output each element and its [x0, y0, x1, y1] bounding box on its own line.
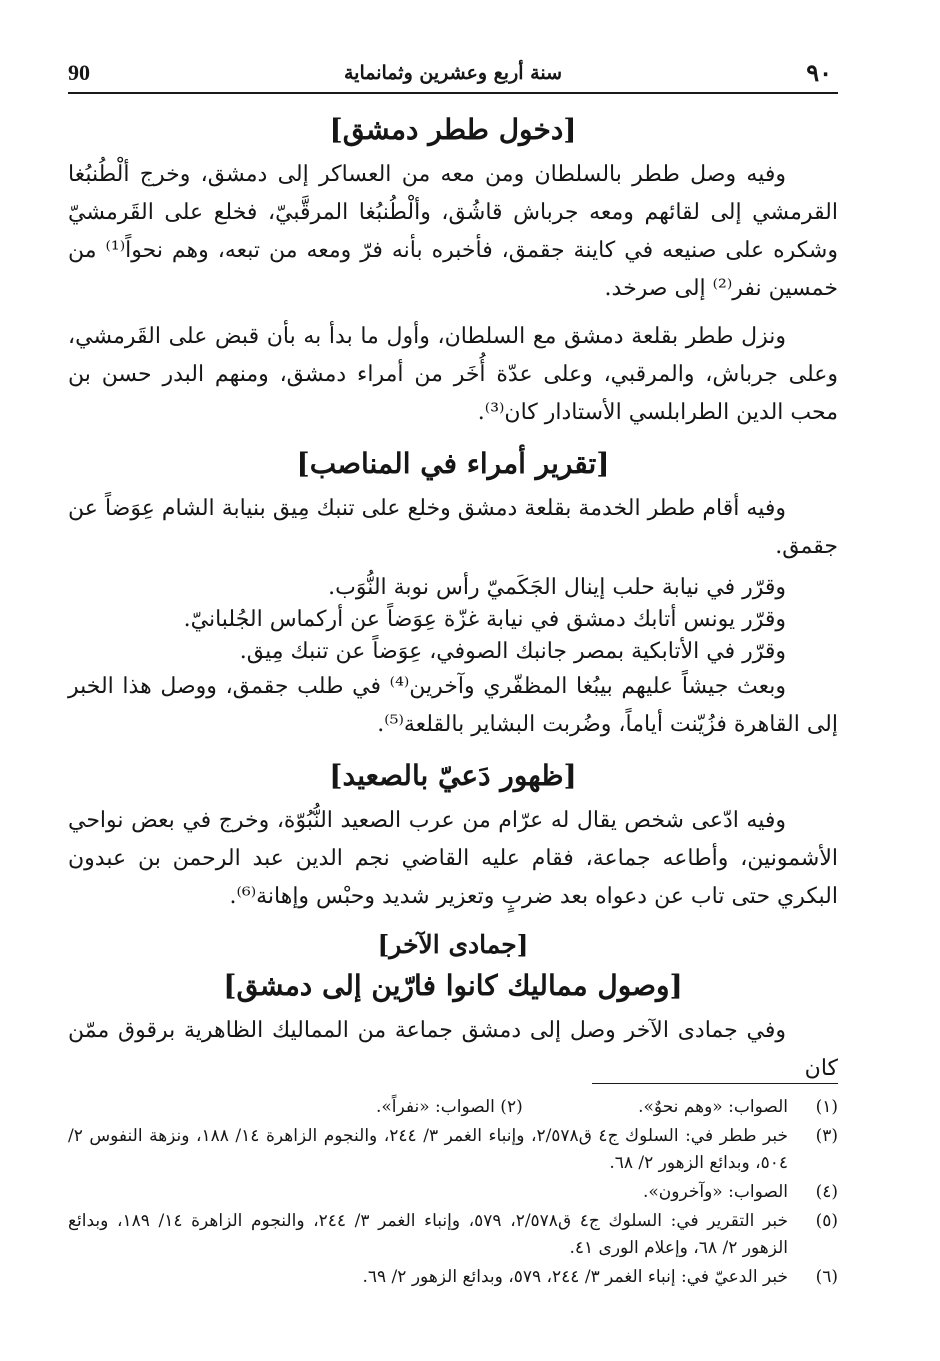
footnote-number: (٥) — [815, 1211, 838, 1231]
footnote-number: (٢) — [500, 1097, 523, 1117]
footnote-text: خبر ططر في: السلوك ج٤ ق٢/٥٧٨، وإنباء الغمر ٣/ ٢٤٤، والنجوم الزاهرة ١٤/ ١٨٨، ونزهة النفوس ٢/ ٥٠٤، وبدائع الزهور ٢/ ٦٨. — [68, 1126, 789, 1173]
section-heading: [وصول مماليك كانوا فارّين إلى دمشق] — [223, 969, 683, 1002]
section-heading: [ظهور دَعيّ بالصعيد] — [329, 759, 577, 792]
footnote-number: (٤) — [815, 1182, 838, 1202]
footnote-text: الصواب: «نفراً». — [375, 1097, 495, 1117]
paragraph: وفي جمادى الآخر وصل إلى دمشق جماعة من المماليك الظاهرية برقوق ممّن كان — [68, 1018, 838, 1081]
footnote-number: (١) — [815, 1097, 838, 1117]
footnote-pair-1-2 — [68, 1094, 838, 1121]
footnote-text: الصواب: «وهم نحوٌ». — [638, 1097, 788, 1117]
main-text — [68, 108, 838, 1098]
footnotes — [68, 1094, 838, 1293]
footnote-text: الصواب: «وآخرون». — [642, 1182, 788, 1202]
footnote-number: (٣) — [815, 1126, 838, 1146]
section-heading: [تقرير أمراء في المناصب] — [296, 447, 610, 480]
paragraph: ونزل ططر بقلعة دمشق مع السلطان، وأول ما بدأ به بأن قبض على القَرمشي، وعلى جرباش، والمرقبي، وعلى عدّة أُخَر من أمراء دمشق، ومنهم البدر حسن بن محب الدين الطرابلسي الأستادار كان⁽³⁾. — [68, 324, 838, 425]
footnote-text: خبر التقرير في: السلوك ج٤ ق٢/٥٧٨، ٥٧٩، وإنباء الغمر ٣/ ٢٤٤، والنجوم الزاهرة ١٤/ ١٨٩، وبدائع الزهور ٢/ ٦٨، وإعلام الورى ٤١. — [68, 1211, 789, 1258]
page-number-latin: 90 — [68, 60, 90, 85]
footnote-4 — [68, 1179, 838, 1206]
footnote-5 — [68, 1208, 838, 1262]
footnote-6 — [68, 1264, 838, 1291]
paragraph: وبعث جيشاً عليهم بيبُغا المظفّري وآخرين⁽⁴⁾ في طلب جقمق، ووصل هذا الخبر إلى القاهرة فزُيّنت أياماً، وضُربت البشاير بالقلعة⁽⁵⁾. — [68, 674, 838, 737]
footnote-text: خبر الدعيّ في: إنباء الغمر ٣/ ٢٤٤، ٥٧٩، وبدائع الزهور ٢/ ٦٩. — [362, 1267, 788, 1287]
footnote-2 — [376, 1094, 523, 1121]
running-title: سنة أربع وعشرين وثمانماية — [343, 62, 562, 84]
footnote-3 — [68, 1123, 838, 1177]
month-heading: [جمادى الآخر] — [377, 930, 529, 959]
list-line: وقرّر في نيابة حلب إينال الجَكَميّ رأس نوبة النُّوَب. — [328, 575, 786, 600]
page-number-arabic: ٩٠ — [806, 58, 832, 87]
paragraph: وفيه وصل ططر بالسلطان ومن معه من العساكر إلى دمشق، وخرج ألْطُنبُغا القرمشي إلى لقائهم ومعه جرباش قاشُق، وألْطُنبُغا المرقَّبيّ، فخلع على القَرمشيّ وشكره على صنيعه في كاينة جقمق، فأخبره بأنه فرّ ومعه من تبعه، وهم نحواً⁽¹⁾ من خمسين نفر⁽²⁾ إلى صرخد. — [68, 162, 838, 301]
footnote-number: (٦) — [815, 1267, 838, 1287]
footnote-separator — [592, 1083, 838, 1084]
running-header — [68, 52, 838, 94]
paragraph: وفيه ادّعى شخص يقال له عرّام من عرب الصعيد النُّبُوّة، وخرج في بعض نواحي الأشمونين، وأطاعه جماعة، فقام عليه القاضي نجم الدين عبد الرحمن بن عبدون البكري حتى تاب عن دعواه بعد ضربٍ وتعزير شديد وحبْس وإهانة⁽⁶⁾. — [68, 808, 838, 909]
paragraph: وفيه أقام ططر الخدمة بقلعة دمشق وخلع على تنبك مِيق بنيابة الشام عِوَضاً عن جقمق. — [68, 496, 838, 559]
section-heading: [دخول ططر دمشق] — [329, 113, 577, 146]
list-line: وقرّر في الأتابكية بمصر جانبك الصوفي، عِوَضاً عن تنبك مِيق. — [239, 639, 786, 664]
list-line: وقرّر يونس أتابك دمشق في نيابة غزّة عِوَضاً عن أركماس الجُلبانيّ. — [183, 607, 786, 632]
